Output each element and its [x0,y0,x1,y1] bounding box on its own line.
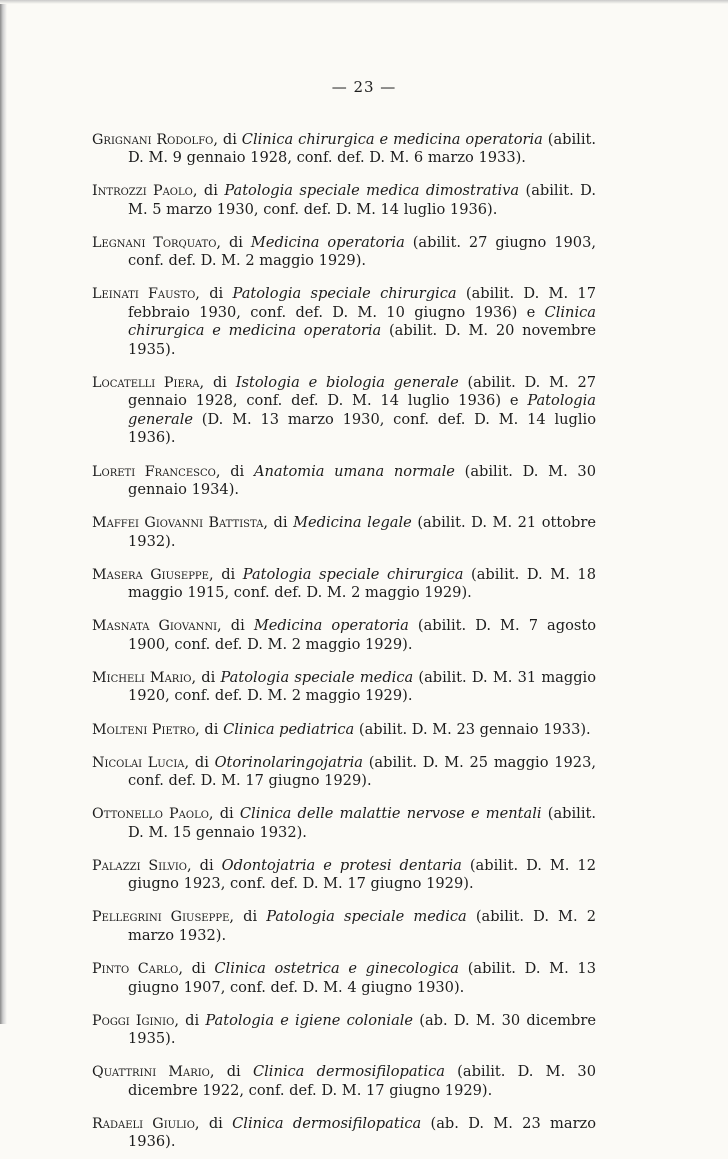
docent-list [92,116,596,1159]
entry-name: Nicolai Lucia [92,754,185,771]
entry-details: (abilit. D. M. 9 gennaio 1928, conf. def. D. M. 6 marzo 1933). [128,130,596,167]
entry-name: Molteni Pietro [92,721,196,738]
list-item [92,617,596,654]
entry-connector: , di [208,805,240,823]
entry-details: (abilit. D. M. 30 gennaio 1934). [128,462,596,499]
list-item [92,182,596,219]
list-item [92,721,596,740]
entry-subject: Patologia speciale chirurgica [232,285,457,303]
list-item [92,857,596,894]
entry-subject: Clinica delle malattie nervose e mentali [239,805,542,823]
entry-name: Introzzi Paolo [92,183,193,200]
list-item [92,1063,596,1100]
entry-name: Grignani Rodolfo [92,131,214,148]
list-item [92,669,596,706]
entry-subject: Patologia speciale medica [220,668,414,686]
list-item [92,1012,596,1049]
list-item [92,908,596,945]
list-item [92,514,596,551]
entry-subject: Clinica pediatrica [223,720,355,738]
entry-details: (abilit. D. M. 15 gennaio 1932). [128,805,596,841]
entry-connector: , di [216,233,251,251]
scan-edge-shadow [0,0,7,1024]
entry-subject: Clinica ostetrica e ginecologica [214,960,460,977]
entry-details: (abilit. D. M. 5 marzo 1930, conf. def. D. M. 14 luglio 1936). [128,182,596,218]
list-item [92,285,596,359]
entry-subject-secondary: Patologia generale [128,392,596,428]
entry-subject: Medicina legale [293,514,412,532]
entry-details: (abilit. 27 giugno 1903, conf. def. D. M. 2 maggio 1929). [128,233,596,270]
list-item [92,234,596,271]
entry-connector: , di [192,182,225,200]
entry-name: Ottonello Paolo [92,806,209,823]
entry-name: Legnani Torquato [92,234,217,251]
entry-details: (abilit. D. M. 21 ottobre 1932). [128,514,596,550]
entry-name: Quattrini Mario [92,1064,210,1081]
entry-details: (abilit. D. M. 12 giugno 1923, conf. def. D. M. 17 giugno 1929). [128,856,596,893]
entry-details: (abilit. D. M. 13 giugno 1907, conf. def. D. M. 4 giugno 1930). [128,960,596,996]
entry-name: Radaeli Giulio [92,1115,195,1132]
entry-name: Leinati Fausto [92,286,196,303]
list-item [92,754,596,791]
entry-connector: , di [215,462,254,480]
page-number: — 23 — [331,78,397,96]
entry-subject: Patologia speciale medica [266,908,467,926]
entry-subject: Patologia speciale chirurgica [242,565,464,583]
entry-subject: Medicina operatoria [250,233,405,251]
list-item [92,1115,596,1152]
entry-details: (abilit. D. M. 23 gennaio 1933). [354,720,591,738]
entry-details: (abilit. D. M. 27 gennaio 1928, conf. def. D. M. 14 luglio 1936) e [128,373,597,410]
list-item [92,566,596,603]
entry-connector: , di [195,285,233,303]
entry-connector: , di [263,514,294,532]
entry-subject-secondary: Clinica chirurgica e medicina operatoria [128,303,596,340]
entry-connector: , di [208,565,243,583]
entry-details: (abilit. D. M. 31 maggio 1920, conf. def. D. M. 2 maggio 1929). [128,668,596,705]
entry-name: Micheli Mario [92,669,192,686]
entry-connector: , di [187,856,222,874]
entry-connector: , di [178,960,215,977]
list-item [92,463,596,500]
entry-subject: Patologia e igiene coloniale [205,1011,414,1029]
entry-details-secondary: (D. M. 13 marzo 1930, conf. def. D. M. 14 luglio 1936). [128,410,596,447]
entry-name: Palazzi Silvio [92,857,188,874]
entry-subject: Istologia e biologia generale [235,373,459,391]
entry-subject: Patologia speciale medica dimostrativa [224,182,520,200]
list-item [92,131,596,168]
entry-subject: Otorinolaringojatria [214,753,364,771]
entry-connector: , di [199,373,236,391]
entry-details: (abilit. D. M. 18 maggio 1915, conf. def. D. M. 2 maggio 1929). [128,565,596,602]
entry-details: (ab. D. M. 30 dicembre 1935). [128,1011,596,1048]
entry-details: (abilit. D. M. 2 marzo 1932). [128,908,597,944]
entry-connector: , di [195,720,224,738]
entry-details: (abilit. D. M. 25 maggio 1923, conf. def. D. M. 17 giugno 1929). [128,753,596,790]
entry-subject: Odontojatria e protesi dentaria [221,856,462,874]
scan-top-shadow [0,0,728,4]
entry-connector: , di [184,753,215,771]
entry-name: Pinto Carlo [92,961,179,977]
entry-subject: Medicina operatoria [253,617,409,635]
entry-details: (abilit. D. M. 17 febbraio 1930, conf. def. D. M. 10 giugno 1936) e [128,285,596,321]
entry-name: Pellegrini Giuseppe [92,909,230,926]
entry-subject: Anatomia umana normale [253,462,455,480]
list-item [92,960,596,997]
entry-details-secondary: (abilit. D. M. 20 novembre 1935). [128,322,596,358]
entry-subject: Clinica dermosifilopatica [232,1114,422,1132]
entry-connector: , di [191,668,221,686]
entry-name: Poggi Iginio [92,1012,175,1029]
entry-subject: Clinica dermosifilopatica [252,1063,445,1081]
entry-name: Locatelli Piera [92,374,200,391]
entry-connector: , di [174,1011,206,1029]
entry-name: Loreti Francesco [92,463,216,480]
entry-name: Masnata Giovanni [92,618,218,635]
entry-details: (ab. D. M. 23 marzo 1936). [128,1114,597,1151]
list-item [92,374,596,448]
entry-name: Masera Giuseppe [92,566,209,583]
entry-details: (abilit. D. M. 7 agosto 1900, conf. def. D. M. 2 maggio 1929). [128,617,597,653]
entry-connector: , di [213,130,242,148]
entry-name: Maffei Giovanni Battista [92,515,264,532]
entry-connector: , di [194,1114,233,1132]
entry-connector: , di [217,617,254,635]
entry-subject: Clinica chirurgica e medicina operatoria [241,130,543,148]
entry-details: (abilit. D. M. 30 dicembre 1922, conf. def. D. M. 17 giugno 1929). [128,1063,596,1099]
list-item [92,805,596,842]
entry-connector: , di [209,1063,253,1081]
entry-connector: , di [229,908,267,926]
